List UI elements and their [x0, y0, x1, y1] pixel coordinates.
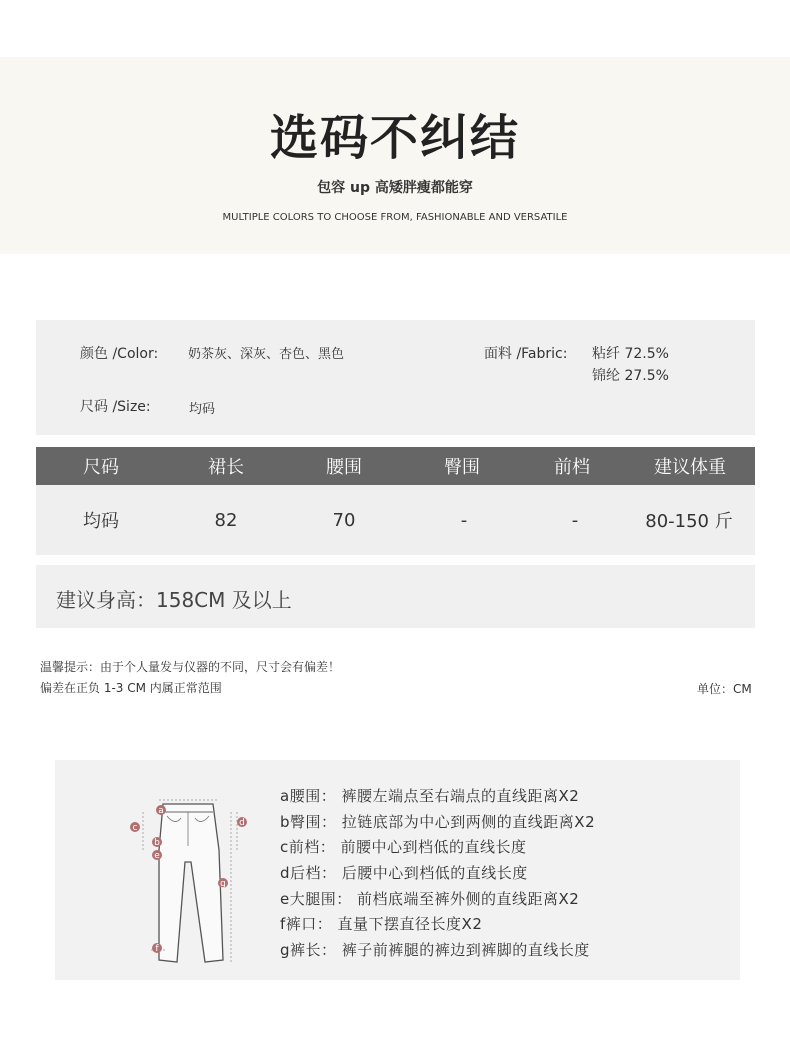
definition-c: c前档： 前腰中心到档低的直线长度 [280, 838, 527, 856]
label-c: c [132, 823, 138, 833]
note-line-1: 温馨提示：由于个人量发与仪器的不同，尺寸会有偏差！ [40, 660, 341, 674]
cell-waist: 70 [332, 509, 356, 531]
cell-size: 均码 [83, 511, 119, 532]
label-d: d [239, 818, 245, 828]
hero-banner [0, 57, 790, 254]
header-size: 尺码 [83, 457, 119, 478]
header-hip: 臀围 [444, 457, 480, 478]
note-line-2: 偏差在正负 1-3 CM 内属正常范围 [40, 681, 222, 695]
definition-f: f裤口： 直量下摆直径长度X2 [280, 915, 483, 933]
unit-label: 单位：CM [697, 682, 752, 696]
label-f: f [155, 944, 159, 954]
suggested-height: 建议身高：158CM 及以上 [56, 588, 292, 612]
cell-hip: - [460, 509, 468, 531]
label-b: b [154, 838, 160, 848]
label-e: e [154, 851, 160, 861]
header-waist: 腰围 [326, 457, 362, 478]
header-skirt-length: 裙长 [208, 457, 244, 478]
cell-weight: 80-150 斤 [645, 511, 733, 532]
header-weight: 建议体重 [654, 457, 726, 478]
color-value: 奶茶灰、深灰、杏色、黑色 [188, 347, 345, 362]
page-subtitle-english: MULTIPLE COLORS TO CHOOSE FROM, FASHIONABLE AND VERSATILE [222, 212, 568, 223]
header-front-rise: 前档 [554, 457, 590, 478]
definition-g: g裤长： 裤子前裤腿的裤边到裤脚的直线长度 [280, 941, 590, 959]
page-subtitle: 包容 up 高矮胖瘦都能穿 [317, 180, 473, 196]
size-table-row [36, 485, 755, 555]
pants-illustration [115, 790, 285, 970]
size-table-header [36, 447, 755, 485]
definition-b: b臀围： 拉链底部为中心到两侧的直线距离X2 [280, 813, 596, 831]
label-a: a [158, 806, 164, 816]
definition-a: a腰围： 裤腰左端点至右端点的直线距离X2 [280, 787, 580, 805]
size-label: 尺码 /Size: [80, 399, 151, 415]
cell-front-rise: - [571, 509, 579, 531]
fabric-value-1: 粘纤 72.5% [592, 346, 669, 362]
product-info-box [36, 320, 755, 435]
definition-d: d后档： 后腰中心到档低的直线长度 [280, 864, 528, 882]
suggested-height-box [36, 565, 755, 628]
definition-e: e大腿围： 前档底端至裤外侧的直线距离X2 [280, 890, 580, 908]
cell-skirt-length: 82 [214, 509, 238, 531]
size-value: 均码 [189, 402, 216, 417]
fabric-label: 面料 /Fabric: [484, 346, 568, 362]
label-g: g [220, 879, 226, 889]
pants-outline [159, 804, 223, 962]
measurement-diagram [55, 760, 740, 980]
color-label: 颜色 /Color: [80, 346, 159, 362]
page-title: 选码不纠结 [269, 110, 520, 166]
fabric-value-2: 锦纶 27.5% [592, 368, 669, 384]
